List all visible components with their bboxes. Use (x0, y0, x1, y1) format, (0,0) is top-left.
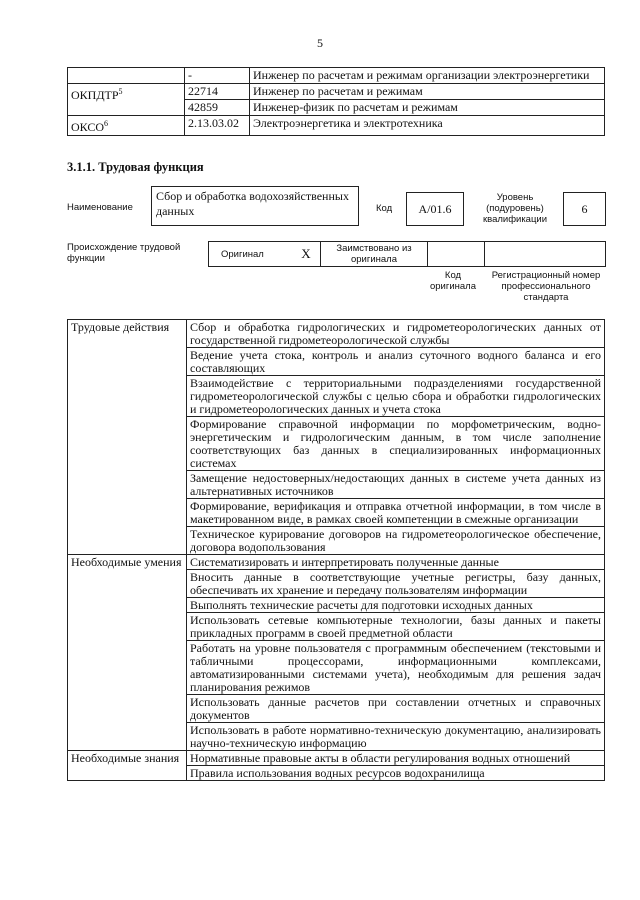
table-row (68, 320, 605, 348)
page-number: 5 (317, 36, 323, 50)
okso-label-cell (68, 116, 185, 136)
level-box: 6 (563, 192, 606, 226)
origin-table (208, 241, 606, 267)
table-cell: Вносить данные в соответствующие учетные регистры, базу данных, обеспечивать их хранение и передачу пользователям информации (187, 570, 605, 598)
okpdtr-label-cell (68, 84, 185, 116)
reg-caption: Регистрационный номер профессионального стандарта (491, 270, 601, 303)
knowledge-label: Необходимые знания (68, 751, 187, 781)
table-cell: Правила использования водных ресурсов водохранилища (187, 766, 605, 781)
reg-number-cell (485, 242, 606, 267)
table-cell: Ведение учета стока, контроль и анализ суточного водного баланса и его составляющих (187, 348, 605, 376)
table-cell: - (185, 68, 250, 84)
section-title: 3.1.1. Трудовая функция (67, 160, 204, 174)
table-cell: Сбор и обработка гидрологических и гидрометеорологических данных от государственной гидрометеорологической службы (187, 320, 605, 348)
table-cell (68, 68, 185, 84)
name-label: Наименование (67, 202, 133, 213)
original-mark: X (292, 242, 321, 267)
table-cell: Формирование, верификация и отправка отчетной информации, в том числе в макетированном виде, в рамках своей компетенции в смежные организации (187, 499, 605, 527)
table-cell: Использовать в работе нормативно-техническую документацию, анализировать научно-техническую информацию (187, 723, 605, 751)
table-cell: 42859 (185, 100, 250, 116)
table-cell: Систематизировать и интерпретировать полученные данные (187, 555, 605, 570)
labor-actions-label: Трудовые действия (68, 320, 187, 555)
table-cell: Работать на уровне пользователя с программным обеспечением (текстовыми и табличными процессорами, информационными комплексами, автоматизированными системами учета), необходимым для решения задач планирования режимов (187, 641, 605, 695)
skills-label: Необходимые умения (68, 555, 187, 751)
classification-table (67, 67, 605, 136)
table-row (68, 68, 605, 84)
footnote-mark: 6 (104, 119, 109, 128)
level-label: Уровень (подуровень) квалификации (482, 192, 548, 225)
original-label: Оригинал (209, 242, 293, 267)
original-code-cell (428, 242, 485, 267)
table-cell: Инженер по расчетам и режимам (250, 84, 605, 100)
table-cell: Выполнять технические расчеты для подготовки исходных данных (187, 598, 605, 613)
table-row (68, 84, 605, 100)
table-cell: Замещение недостоверных/недостающих данных в системе учета данных из альтернативных источников (187, 471, 605, 499)
okpdtr-label: ОКПДТР (71, 88, 119, 102)
function-name-box: Сбор и обработка водохозяйственных данных (151, 186, 359, 226)
table-row (68, 116, 605, 136)
function-code-box: A/01.6 (406, 192, 464, 226)
table-cell: Инженер-физик по расчетам и режимам (250, 100, 605, 116)
table-cell: Техническое курирование договоров на гидрометеорологическое обеспечение, договора водопользования (187, 527, 605, 555)
code-label: Код (376, 203, 393, 214)
table-row (209, 242, 606, 267)
table-cell: 2.13.03.02 (185, 116, 250, 136)
table-cell: 22714 (185, 84, 250, 100)
table-cell: Формирование справочной информации по морфометрическим, водно-энергетическим и гидрологическим данным, в том числе заполнение соответствующих баз данных в специализированных информационных системах (187, 417, 605, 471)
table-cell: Инженер по расчетам и режимам организации электроэнергетики (250, 68, 605, 84)
code-caption: Код оригинала (429, 270, 476, 292)
function-details-table (67, 319, 605, 781)
table-row (68, 751, 605, 766)
table-cell: Взаимодействие с территориальными подразделениями государственной гидрометеорологической службы с целью сбора и обработки гидрологических и гидрометеорологических данных и учета стока (187, 376, 605, 417)
table-cell: Нормативные правовые акты в области регулирования водных отношений (187, 751, 605, 766)
okso-label: ОКСО (71, 120, 105, 134)
table-cell: Использовать данные расчетов при составлении отчетных и справочных документов (187, 695, 605, 723)
origin-label: Происхождение трудовой функции (67, 242, 181, 264)
table-row (68, 555, 605, 570)
table-cell: Использовать сетевые компьютерные технологии, базы данных и пакеты прикладных программ в своей предметной области (187, 613, 605, 641)
footnote-mark: 5 (118, 87, 123, 96)
table-cell: Электроэнергетика и электротехника (250, 116, 605, 136)
borrowed-label: Заимствовано из оригинала (321, 242, 428, 267)
